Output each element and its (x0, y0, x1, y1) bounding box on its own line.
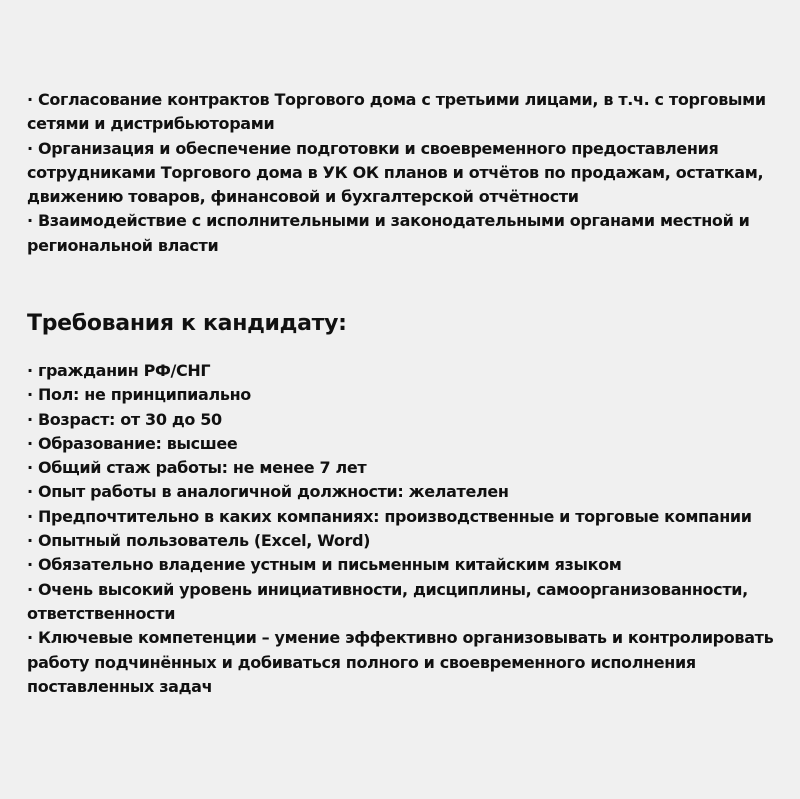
requirement-line: · Пол: не принципиально (27, 385, 251, 405)
requirement-line: · Предпочтительно в каких компаниях: производственные и торговые компании (27, 506, 752, 526)
requirements-heading: Требования к кандидату: (27, 311, 347, 336)
requirement-line: · Возраст: от 30 до 50 (27, 409, 222, 429)
requirement-line: работу подчинённых и добиваться полного и своевременного исполнения (27, 652, 696, 672)
requirement-line: · Общий стаж работы: не менее 7 лет (27, 458, 367, 478)
responsibility-line: региональной власти (27, 235, 219, 255)
requirement-line: · Очень высокий уровень инициативности, дисциплины, самоорганизованности, (27, 579, 748, 599)
requirement-line: · Опыт работы в аналогичной должности: желателен (27, 482, 509, 502)
requirement-line: · Ключевые компетенции – умение эффективно организовывать и контролировать (27, 628, 774, 648)
responsibility-line: движению товаров, финансовой и бухгалтерской отчётности (27, 187, 579, 207)
responsibility-line: · Согласование контрактов Торгового дома с третьими лицами, в т.ч. с торговыми (27, 90, 766, 109)
responsibility-line: · Взаимодействие с исполнительными и законодательными органами местной и (27, 211, 750, 231)
responsibility-line: · Организация и обеспечение подготовки и своевременного предоставления (27, 138, 719, 158)
requirement-line: поставленных задач (27, 676, 213, 696)
responsibility-line: сетями и дистрибьюторами (27, 114, 275, 134)
requirement-line: · Опытный пользователь (Excel, Word) (27, 531, 371, 551)
requirement-line: · Обязательно владение устным и письменным китайским языком (27, 555, 622, 575)
responsibility-line: сотрудниками Торгового дома в УК ОК планов и отчётов по продажам, остаткам, (27, 162, 764, 182)
requirement-line: · гражданин РФ/СНГ (27, 361, 211, 380)
responsibilities-list (27, 88, 787, 258)
requirements-list (27, 359, 787, 699)
requirement-line: ответственности (27, 603, 176, 623)
requirement-line: · Образование: высшее (27, 433, 238, 453)
